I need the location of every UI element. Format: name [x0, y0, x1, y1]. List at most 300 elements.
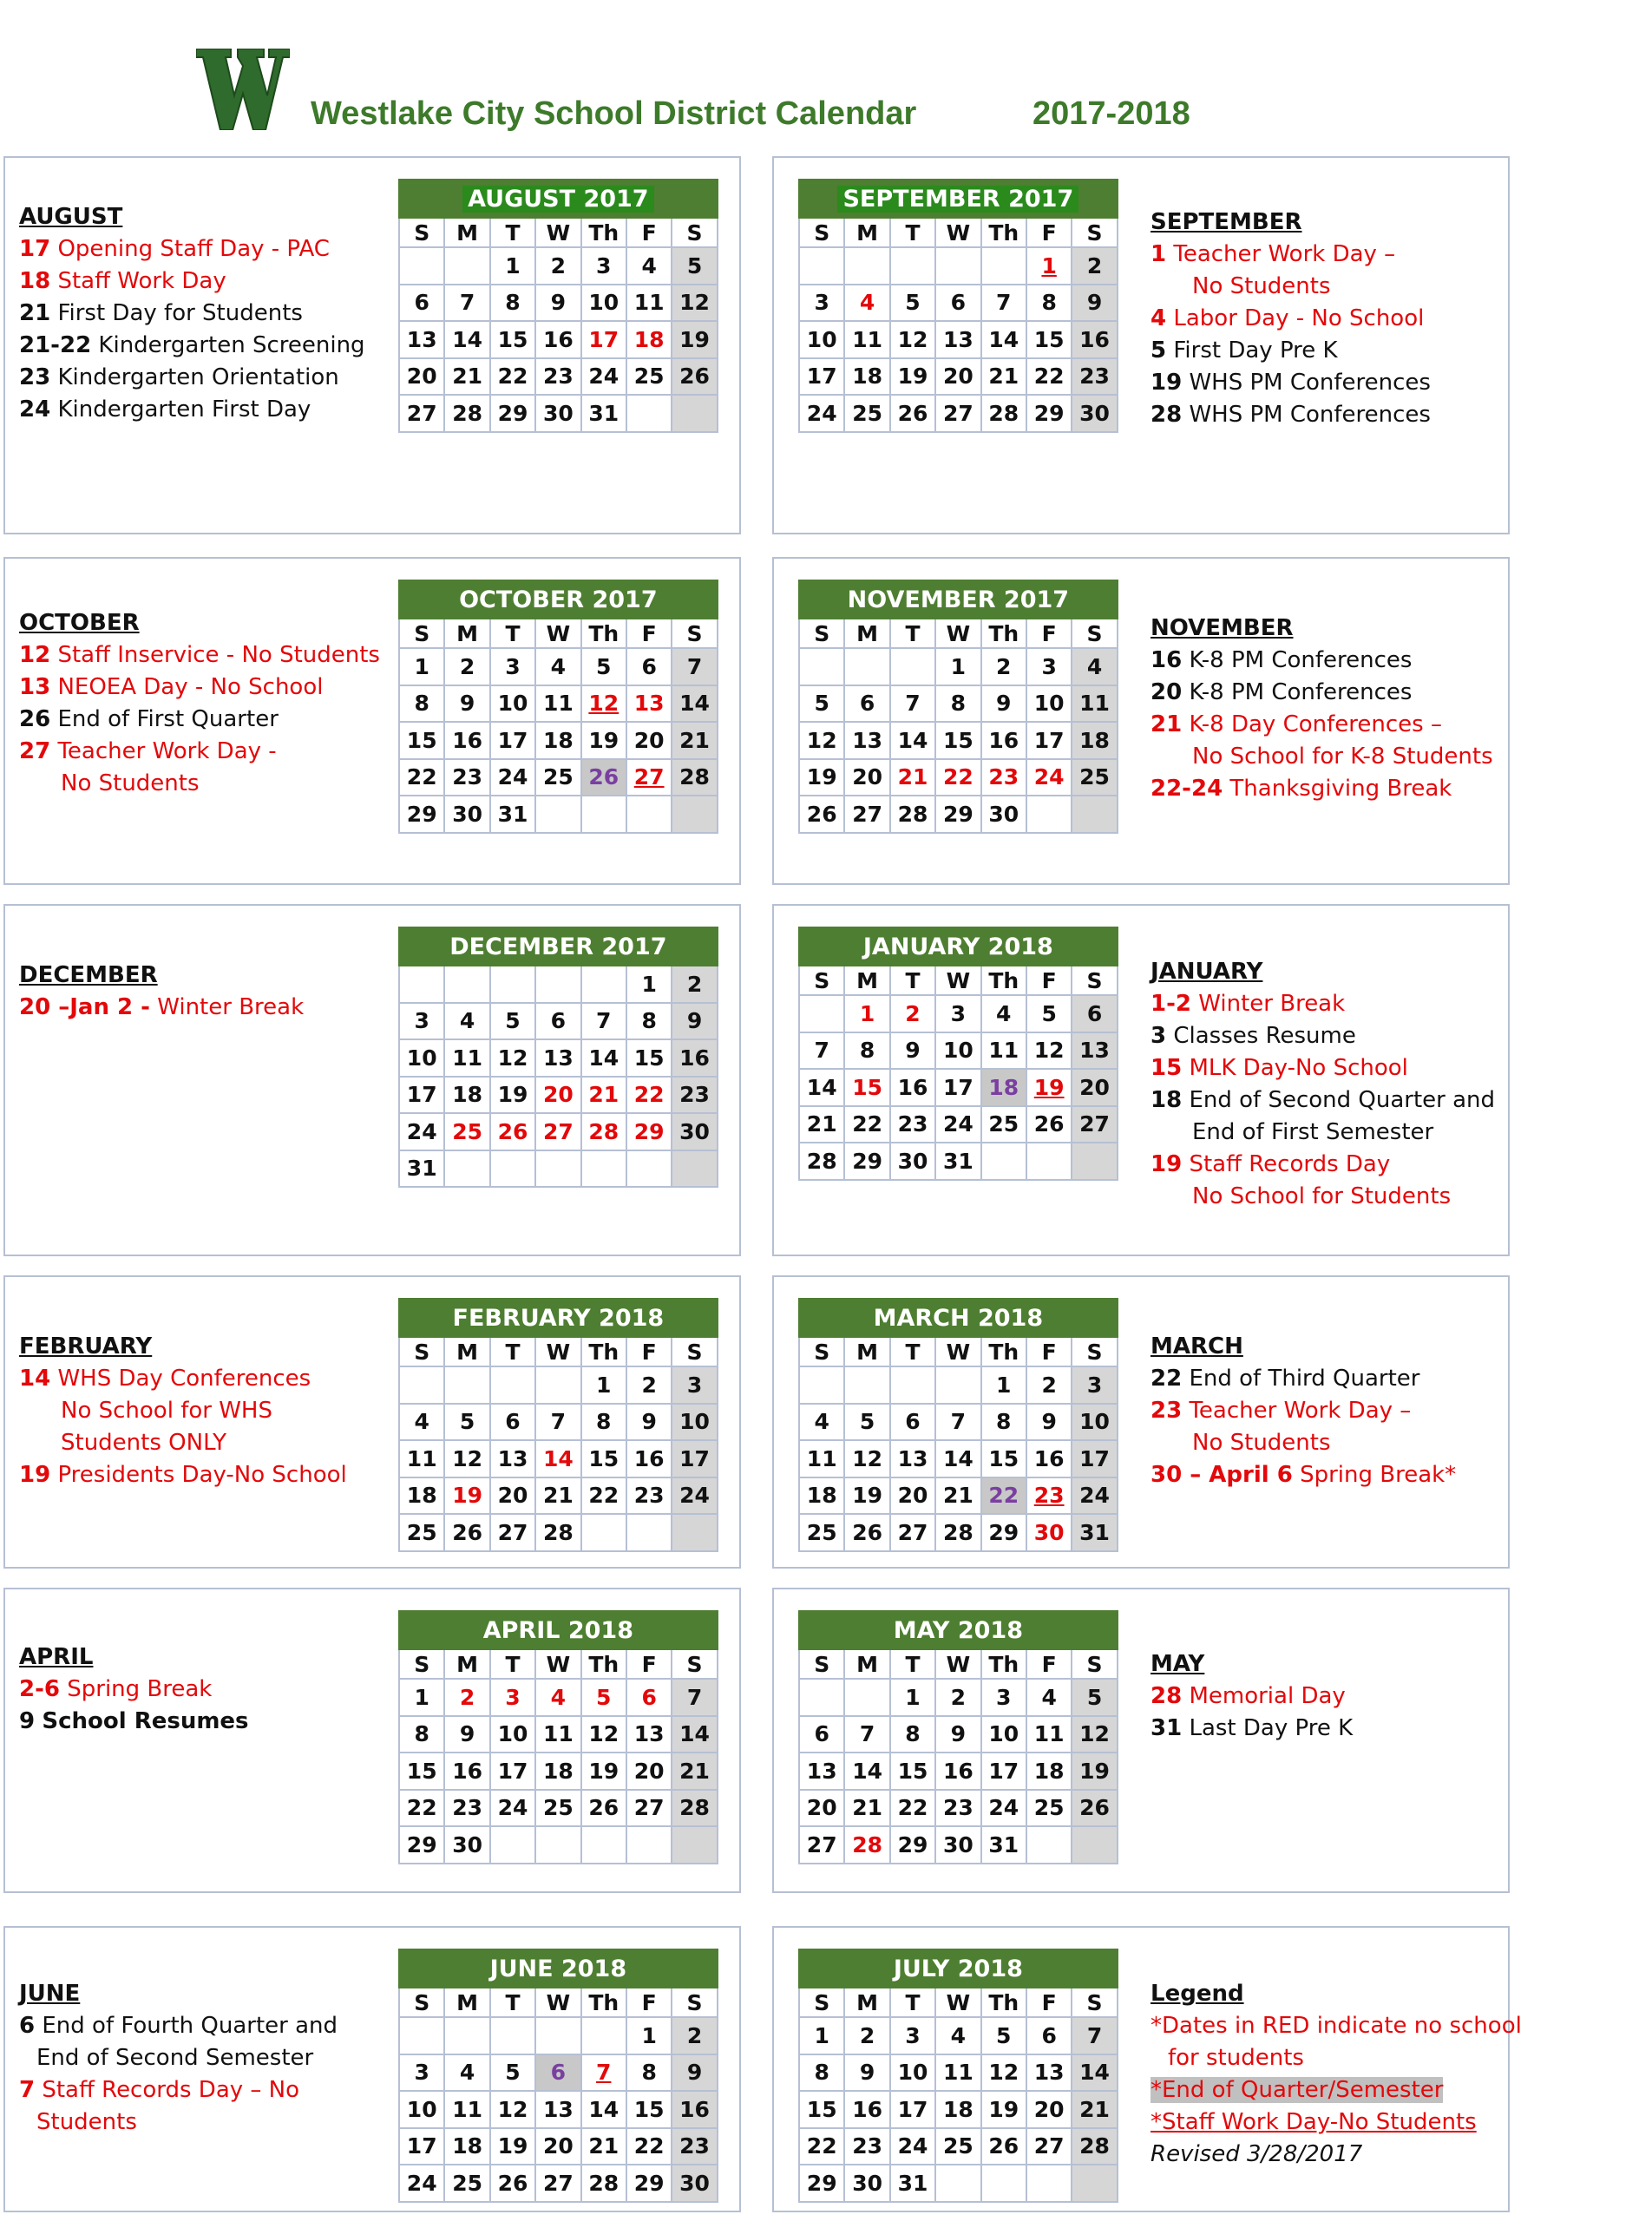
day-cell: 28: [890, 796, 935, 833]
day-cell: 15: [399, 1753, 444, 1790]
note-text: Labor Day - No School: [1173, 305, 1425, 331]
day-of-week-header: W: [935, 1988, 980, 2017]
note-text: School Resumes: [42, 1708, 249, 1734]
month-title: [399, 180, 718, 218]
day-cell: 28: [1072, 2128, 1117, 2165]
day-cell: 4: [935, 2017, 980, 2054]
day-of-week-header: S: [399, 619, 444, 648]
note-line: [1150, 367, 1431, 399]
day-cell: 2: [1026, 1366, 1072, 1404]
day-cell: 22: [1026, 358, 1072, 396]
day-of-week-header: W: [935, 1337, 980, 1366]
day-of-week-header: Th: [581, 1649, 626, 1679]
day-cell: 20: [844, 759, 889, 796]
notes-title: SEPTEMBER: [1150, 209, 1302, 235]
day-cell: 19: [581, 722, 626, 759]
note-date: 21-22: [19, 332, 92, 358]
day-cell: 25: [981, 1106, 1026, 1143]
day-of-week-header: F: [1026, 1988, 1072, 2017]
day-cell: 24: [672, 1477, 717, 1515]
day-cell: 19: [890, 358, 935, 396]
empty-cell: [535, 1366, 580, 1404]
notes-title: FEBRUARY: [19, 1333, 153, 1359]
day-cell: 29: [626, 1113, 672, 1150]
day-of-week-header: W: [935, 218, 980, 247]
calendar-july: [798, 1949, 1118, 2203]
day-cell: 22: [890, 1790, 935, 1827]
day-cell: 30: [1072, 395, 1117, 432]
day-cell: 30: [444, 796, 489, 833]
day-cell: 18: [626, 321, 672, 358]
empty-cell: [626, 395, 672, 432]
calendar-may: [798, 1610, 1118, 1864]
day-of-week-header: S: [399, 218, 444, 247]
day-cell: 14: [581, 2091, 626, 2128]
day-cell: 1: [844, 995, 889, 1032]
day-cell: 26: [1072, 1790, 1117, 1827]
empty-cell: [844, 247, 889, 285]
note-date: 24: [19, 396, 51, 423]
day-cell: 29: [890, 1826, 935, 1864]
empty-cell: [581, 1150, 626, 1188]
day-cell: 27: [890, 1514, 935, 1551]
day-of-week-header: T: [490, 1337, 535, 1366]
empty-cell: [444, 1150, 489, 1188]
day-cell: 15: [935, 722, 980, 759]
day-cell: 21: [935, 1477, 980, 1515]
day-of-week-header: Th: [581, 619, 626, 648]
note-line: [1150, 303, 1431, 335]
note-date: 15: [1150, 1055, 1183, 1081]
day-cell: 15: [626, 2091, 672, 2128]
day-of-week-header: S: [399, 1988, 444, 2017]
day-cell: 25: [444, 1113, 489, 1150]
day-cell: 9: [844, 2054, 889, 2092]
day-of-week-header: S: [1072, 1988, 1117, 2017]
day-cell: 31: [890, 2165, 935, 2202]
day-cell: 7: [672, 648, 717, 685]
day-cell: 22: [399, 759, 444, 796]
note-date: 20 –Jan 2 -: [19, 994, 150, 1020]
note-date: 22-24: [1150, 776, 1223, 802]
empty-cell: [490, 2017, 535, 2054]
day-cell: 24: [799, 395, 844, 432]
day-of-week-header: F: [626, 1337, 672, 1366]
calendar-february: [398, 1298, 718, 1552]
notes-title: DECEMBER: [19, 962, 158, 988]
day-cell: 20: [490, 1477, 535, 1515]
day-cell: 15: [1026, 321, 1072, 358]
day-cell: 2: [890, 995, 935, 1032]
note-text: No School for WHS: [61, 1398, 272, 1424]
notes-april: [19, 1641, 249, 1738]
day-cell: 11: [981, 1032, 1026, 1070]
note-line: [19, 2010, 338, 2042]
legend-red-dates-cont: for students: [1168, 2045, 1304, 2071]
day-cell: 14: [799, 1069, 844, 1106]
day-of-week-header: T: [890, 1337, 935, 1366]
day-cell: 21: [799, 1106, 844, 1143]
empty-cell: [935, 2165, 980, 2202]
day-cell: 24: [399, 1113, 444, 1150]
empty-cell: [672, 1514, 717, 1551]
note-line: [19, 1706, 249, 1738]
legend-title: Legend: [1150, 1981, 1244, 2007]
day-cell: 25: [535, 759, 580, 796]
month-name: MARCH 2018: [873, 1304, 1044, 1332]
day-cell: 22: [490, 358, 535, 396]
day-cell: 7: [1072, 2017, 1117, 2054]
day-cell: 9: [626, 1404, 672, 1441]
day-cell: 6: [399, 285, 444, 322]
note-line: [1150, 1427, 1456, 1459]
day-cell: 14: [981, 321, 1026, 358]
note-line: [19, 639, 380, 672]
day-cell: 4: [981, 995, 1026, 1032]
empty-cell: [444, 966, 489, 1003]
day-cell: 28: [581, 1113, 626, 1150]
empty-cell: [535, 2017, 580, 2054]
note-line: [19, 704, 380, 736]
day-cell: 21: [444, 358, 489, 396]
day-cell: 4: [799, 1404, 844, 1441]
day-of-week-header: S: [672, 1337, 717, 1366]
day-cell: 7: [581, 2054, 626, 2092]
day-cell: 17: [399, 2128, 444, 2165]
note-text: No School for Students: [1192, 1183, 1452, 1209]
note-date: 28: [1150, 1683, 1183, 1709]
legend-red-dates: *Dates in RED indicate no school: [1150, 2013, 1522, 2039]
day-cell: 20: [626, 1753, 672, 1790]
note-line: [19, 1459, 347, 1491]
day-cell: 1: [799, 2017, 844, 2054]
day-of-week-header: Th: [981, 218, 1026, 247]
day-cell: 22: [626, 2128, 672, 2165]
empty-cell: [981, 2165, 1026, 2202]
empty-cell: [799, 247, 844, 285]
day-of-week-header: M: [444, 1649, 489, 1679]
note-line: [19, 736, 380, 768]
day-cell: 4: [844, 285, 889, 322]
day-cell: 12: [1072, 1716, 1117, 1753]
empty-cell: [672, 395, 717, 432]
notes-june: [19, 1978, 338, 2139]
day-cell: 4: [399, 1404, 444, 1441]
note-date: 19: [1150, 370, 1183, 396]
note-line: [19, 1427, 347, 1459]
note-text: Kindergarten Screening: [98, 332, 365, 358]
day-cell: 9: [1026, 1404, 1072, 1441]
day-of-week-header: T: [890, 218, 935, 247]
note-text: Opening Staff Day - PAC: [57, 236, 330, 262]
empty-cell: [1072, 1143, 1117, 1180]
note-line: [1150, 271, 1431, 303]
day-cell: 10: [581, 285, 626, 322]
day-cell: 5: [981, 2017, 1026, 2054]
empty-cell: [1026, 796, 1072, 833]
note-text: Spring Break*: [1300, 1462, 1457, 1488]
month-title: [799, 580, 1118, 619]
month-name: OCTOBER 2017: [459, 586, 658, 613]
empty-cell: [799, 995, 844, 1032]
empty-cell: [399, 2017, 444, 2054]
day-cell: 3: [490, 648, 535, 685]
day-cell: 4: [444, 2054, 489, 2092]
notes-march: [1150, 1331, 1456, 1491]
day-of-week-header: F: [1026, 966, 1072, 995]
day-cell: 28: [444, 395, 489, 432]
day-cell: 7: [581, 1003, 626, 1040]
day-cell: 19: [981, 2091, 1026, 2128]
day-cell: 6: [626, 1679, 672, 1716]
day-cell: 17: [490, 722, 535, 759]
note-line: [19, 2106, 338, 2139]
day-cell: 26: [581, 1790, 626, 1827]
month-title: [799, 1949, 1118, 1988]
day-cell: 2: [626, 1366, 672, 1404]
day-cell: 12: [1026, 1032, 1072, 1070]
calendar-june: [398, 1949, 718, 2203]
day-cell: 10: [399, 2091, 444, 2128]
notes-january: [1150, 956, 1495, 1213]
day-cell: 11: [844, 321, 889, 358]
day-cell: 30: [444, 1826, 489, 1864]
day-cell: 7: [890, 685, 935, 723]
day-cell: 28: [672, 1790, 717, 1827]
note-text: WHS PM Conferences: [1189, 402, 1431, 428]
empty-cell: [672, 1150, 717, 1188]
day-of-week-header: S: [672, 619, 717, 648]
day-cell: 15: [890, 1753, 935, 1790]
day-cell: 11: [935, 2054, 980, 2092]
note-text: K-8 Day Conferences –: [1189, 711, 1442, 737]
day-cell: 17: [981, 1753, 1026, 1790]
empty-cell: [535, 796, 580, 833]
day-cell: 30: [1026, 1514, 1072, 1551]
note-text: Staff Records Day – No: [42, 2077, 300, 2103]
day-cell: 2: [444, 1679, 489, 1716]
day-of-week-header: F: [626, 619, 672, 648]
day-cell: 31: [1072, 1514, 1117, 1551]
note-date: 30 – April 6: [1150, 1462, 1293, 1488]
empty-cell: [981, 1143, 1026, 1180]
day-cell: 17: [799, 358, 844, 396]
day-cell: 7: [672, 1679, 717, 1716]
day-cell: 18: [935, 2091, 980, 2128]
notes-title: NOVEMBER: [1150, 615, 1294, 641]
day-cell: 16: [935, 1753, 980, 1790]
note-text: MLK Day-No School: [1189, 1055, 1408, 1081]
day-cell: 28: [672, 759, 717, 796]
day-cell: 22: [844, 1106, 889, 1143]
note-date: 19: [19, 1462, 51, 1488]
day-cell: 24: [890, 2128, 935, 2165]
note-text: NEOEA Day - No School: [57, 674, 324, 700]
day-cell: 8: [981, 1404, 1026, 1441]
day-cell: 4: [626, 247, 672, 285]
day-cell: 26: [490, 2165, 535, 2202]
note-line: [1150, 988, 1495, 1020]
day-of-week-header: F: [626, 218, 672, 247]
day-cell: 21: [672, 1753, 717, 1790]
day-cell: 15: [581, 1440, 626, 1477]
day-cell: 13: [626, 1716, 672, 1753]
month-title: [799, 1611, 1118, 1649]
day-cell: 1: [626, 2017, 672, 2054]
day-of-week-header: T: [890, 619, 935, 648]
day-cell: 27: [844, 796, 889, 833]
note-date: 2-6: [19, 1676, 60, 1702]
day-cell: 12: [581, 1716, 626, 1753]
note-text: Thanksgiving Break: [1229, 776, 1452, 802]
empty-cell: [890, 648, 935, 685]
month-title: [799, 180, 1118, 218]
day-cell: 31: [981, 1826, 1026, 1864]
day-of-week-header: F: [626, 1649, 672, 1679]
day-cell: 23: [935, 1790, 980, 1827]
day-of-week-header: W: [935, 966, 980, 995]
day-of-week-header: F: [1026, 1649, 1072, 1679]
day-cell: 28: [844, 1826, 889, 1864]
day-cell: 30: [935, 1826, 980, 1864]
day-cell: 29: [1026, 395, 1072, 432]
note-text: Spring Break: [67, 1676, 213, 1702]
day-of-week-header: M: [444, 218, 489, 247]
day-cell: 10: [890, 2054, 935, 2092]
note-line: [1150, 335, 1431, 367]
note-date: 3: [1150, 1023, 1167, 1049]
day-cell: 8: [1026, 285, 1072, 322]
note-date: 18: [19, 268, 51, 294]
day-of-week-header: S: [672, 1649, 717, 1679]
day-cell: 30: [890, 1143, 935, 1180]
day-cell: 8: [626, 1003, 672, 1040]
note-line: [19, 2074, 338, 2106]
day-of-week-header: S: [799, 619, 844, 648]
notes-title: OCTOBER: [19, 610, 140, 636]
empty-cell: [799, 648, 844, 685]
day-cell: 1: [399, 1679, 444, 1716]
note-line: [1150, 741, 1493, 773]
day-cell: 9: [672, 1003, 717, 1040]
day-cell: 10: [981, 1716, 1026, 1753]
day-cell: 24: [490, 1790, 535, 1827]
day-cell: 4: [444, 1003, 489, 1040]
day-cell: 28: [535, 1514, 580, 1551]
empty-cell: [672, 796, 717, 833]
day-cell: 1: [981, 1366, 1026, 1404]
note-text: First Day for Students: [57, 300, 303, 326]
day-cell: 17: [490, 1753, 535, 1790]
notes-title: JUNE: [19, 1981, 81, 2007]
note-text: Staff Records Day: [1189, 1151, 1391, 1177]
notes-title: APRIL: [19, 1644, 94, 1670]
day-cell: 3: [1072, 1366, 1117, 1404]
day-cell: 24: [399, 2165, 444, 2202]
day-cell: 11: [799, 1440, 844, 1477]
month-title: [399, 1949, 718, 1988]
day-cell: 20: [626, 722, 672, 759]
day-cell: 8: [490, 285, 535, 322]
note-line: [1150, 1713, 1353, 1745]
day-cell: 28: [935, 1514, 980, 1551]
day-cell: 10: [1026, 685, 1072, 723]
note-date: 28: [1150, 402, 1183, 428]
day-cell: 29: [490, 395, 535, 432]
note-line: [1150, 1363, 1456, 1395]
day-cell: 14: [535, 1440, 580, 1477]
day-cell: 11: [626, 285, 672, 322]
day-cell: 7: [981, 285, 1026, 322]
calendar-september: [798, 179, 1118, 433]
day-of-week-header: T: [490, 218, 535, 247]
note-date: 17: [19, 236, 51, 262]
day-cell: 25: [1072, 759, 1117, 796]
day-cell: 22: [981, 1477, 1026, 1515]
empty-cell: [1072, 796, 1117, 833]
note-text: Teacher Work Day –: [1189, 1398, 1412, 1424]
day-cell: 3: [672, 1366, 717, 1404]
day-cell: 12: [444, 1440, 489, 1477]
calendar-march: [798, 1298, 1118, 1552]
note-text: Staff Work Day: [57, 268, 226, 294]
day-cell: 7: [799, 1032, 844, 1070]
day-cell: 5: [490, 2054, 535, 2092]
empty-cell: [626, 796, 672, 833]
note-line: [1150, 1052, 1495, 1084]
day-cell: 25: [399, 1514, 444, 1551]
month-name: NOVEMBER 2017: [847, 586, 1070, 613]
note-text: Winter Break: [157, 994, 305, 1020]
note-date: 22: [1150, 1366, 1183, 1392]
note-text: No Students: [1192, 1430, 1331, 1456]
empty-cell: [1072, 1826, 1117, 1864]
day-cell: 8: [581, 1404, 626, 1441]
day-of-week-header: W: [535, 1649, 580, 1679]
day-cell: 20: [935, 358, 980, 396]
day-of-week-header: M: [444, 619, 489, 648]
note-line: [1150, 1020, 1495, 1052]
day-cell: 20: [535, 2128, 580, 2165]
day-cell: 22: [799, 2128, 844, 2165]
day-cell: 6: [490, 1404, 535, 1441]
day-cell: 28: [799, 1143, 844, 1180]
day-of-week-header: M: [444, 1337, 489, 1366]
empty-cell: [581, 1514, 626, 1551]
month-name: FEBRUARY 2018: [452, 1304, 665, 1332]
note-text: Teacher Work Day –: [1173, 241, 1396, 267]
day-of-week-header: S: [1072, 966, 1117, 995]
day-cell: 11: [399, 1440, 444, 1477]
day-cell: 26: [490, 1113, 535, 1150]
month-title: [799, 927, 1118, 966]
note-text: End of Second Quarter and: [1189, 1087, 1496, 1113]
day-cell: 24: [581, 358, 626, 396]
day-cell: 2: [444, 648, 489, 685]
note-date: 20: [1150, 679, 1183, 705]
note-text: Classes Resume: [1173, 1023, 1356, 1049]
day-cell: 16: [672, 1039, 717, 1077]
day-cell: 18: [981, 1069, 1026, 1106]
day-cell: 2: [1072, 247, 1117, 285]
day-cell: 3: [981, 1679, 1026, 1716]
day-cell: 8: [890, 1716, 935, 1753]
day-cell: 7: [444, 285, 489, 322]
day-cell: 10: [490, 1716, 535, 1753]
day-cell: 19: [799, 759, 844, 796]
day-cell: 4: [535, 1679, 580, 1716]
notes-title: AUGUST: [19, 204, 123, 230]
